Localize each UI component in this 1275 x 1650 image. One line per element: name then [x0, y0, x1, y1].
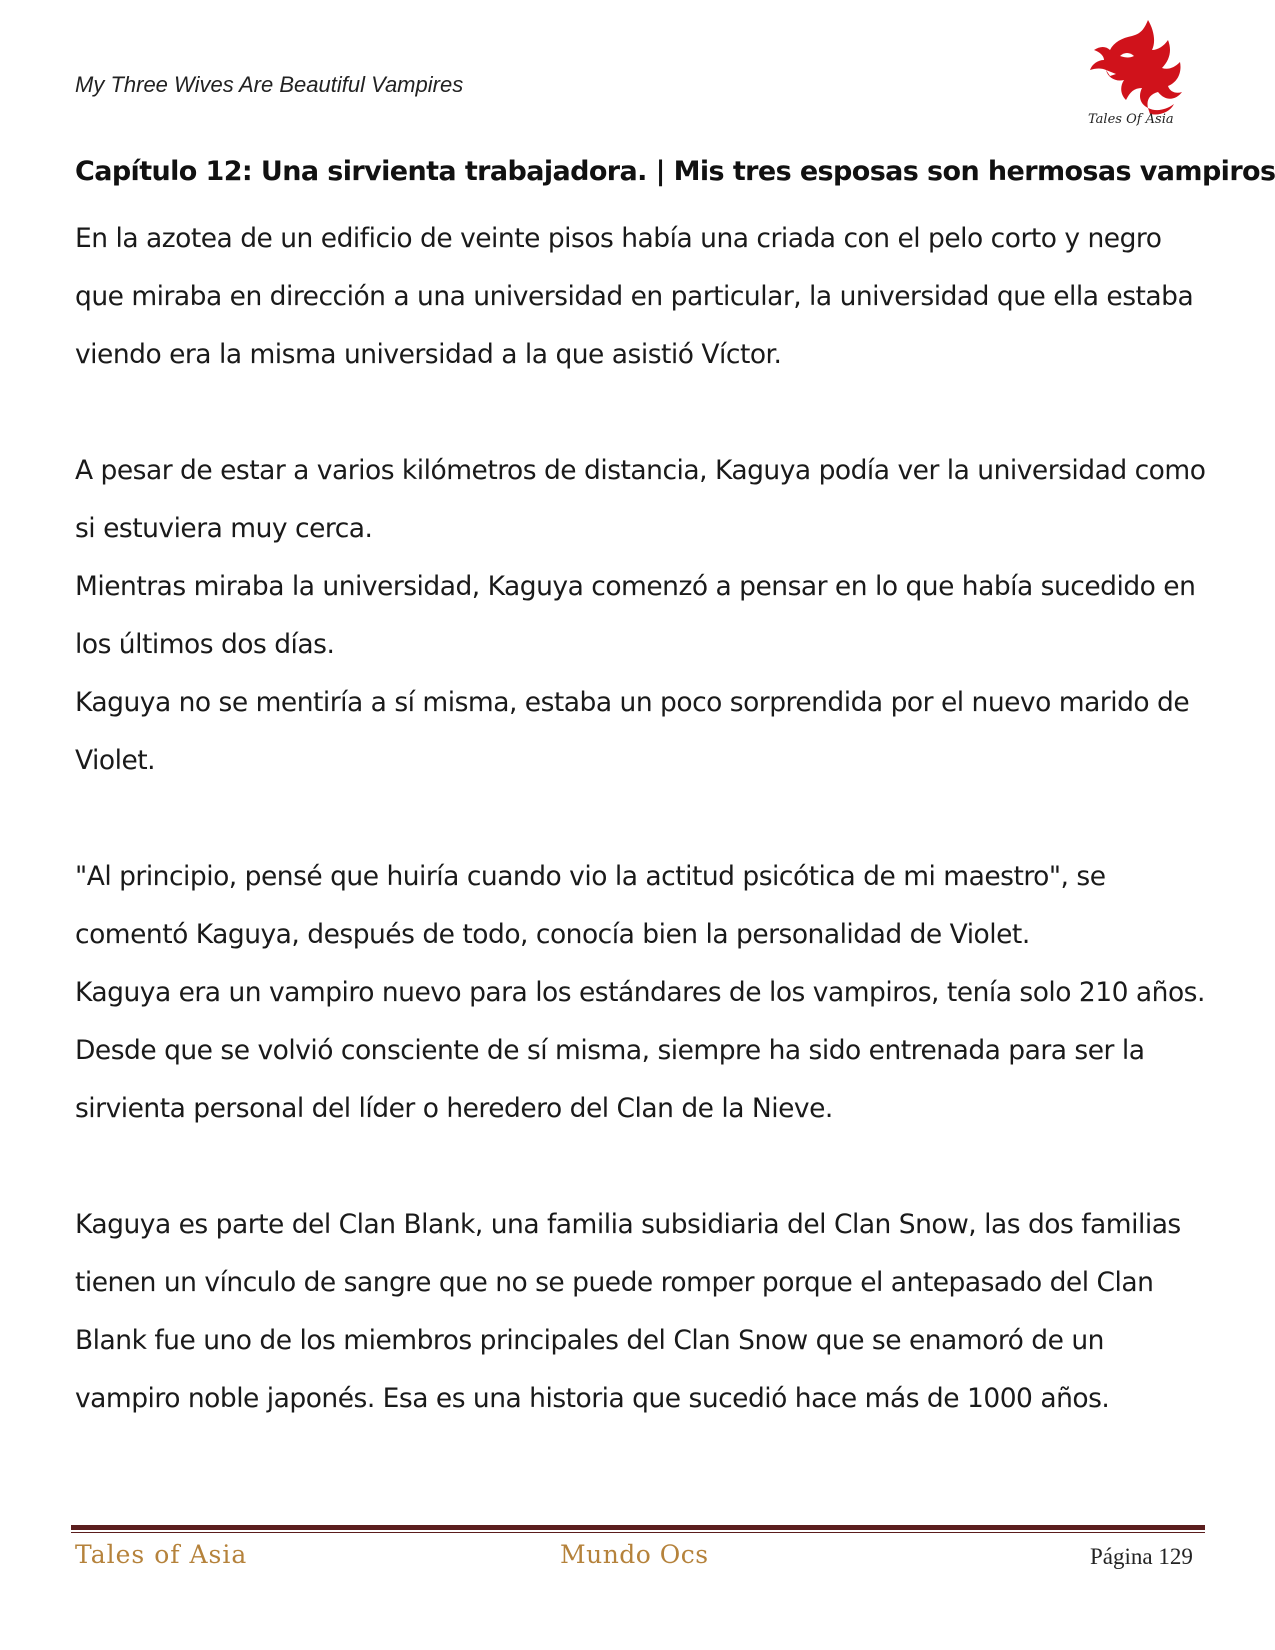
paragraph: Kaguya es parte del Clan Blank, una familia subsidiaria del Clan Snow, las dos familias tienen un vínculo de sangre que no se puede romper porque el antepasado del Clan Blank fue uno de los miembros principales del Clan Snow que se enamoró de un vampiro noble japonés. Esa es una historia que sucedió hace más de 1000 años.: [75, 1209, 1181, 1414]
logo-text: Tales Of Asia: [1088, 112, 1174, 127]
footer-series: Mundo Ocs: [560, 1540, 709, 1569]
paragraph-gap: [75, 1138, 1215, 1196]
paragraph: Mientras miraba la universidad, Kaguya comenzó a pensar en lo que había sucedido en los últimos dos días.: [75, 571, 1196, 660]
paragraph: Kaguya no se mentiría a sí misma, estaba un poco sorprendida por el nuevo marido de Violet.: [75, 687, 1190, 776]
footer-divider: [71, 1525, 1205, 1533]
paragraph-gap: [75, 790, 1215, 848]
body-text: [75, 210, 1215, 1428]
page-number: Página 129: [1090, 1544, 1193, 1569]
paragraph: "Al principio, pensé que huiría cuando vio la actitud psicótica de mi maestro", se comentó Kaguya, después de todo, conocía bien la personalidad de Violet.: [75, 861, 1106, 950]
footer-publisher: Tales of Asia: [75, 1540, 248, 1569]
paragraph: Desde que se volvió consciente de sí misma, siempre ha sido entrenada para ser la sirvienta personal del líder o heredero del Clan de la Nieve.: [75, 1035, 1145, 1124]
paragraph: En la azotea de un edificio de veinte pisos había una criada con el pelo corto y negro que miraba en dirección a una universidad en particular, la universidad que ella estaba viendo era la misma universidad a la que asistió Víctor.: [75, 223, 1194, 370]
chapter-title: Capítulo 12: Una sirvienta trabajadora. | Mis tres esposas son hermosas vampiros: [75, 156, 1275, 187]
book-title: My Three Wives Are Beautiful Vampires: [75, 72, 464, 97]
dragon-logo-icon: [1086, 16, 1186, 138]
paragraph: Kaguya era un vampiro nuevo para los estándares de los vampiros, tenía solo 210 años.: [75, 977, 1205, 1008]
paragraph-gap: [75, 384, 1215, 442]
paragraph: A pesar de estar a varios kilómetros de distancia, Kaguya podía ver la universidad como si estuviera muy cerca.: [75, 455, 1206, 544]
